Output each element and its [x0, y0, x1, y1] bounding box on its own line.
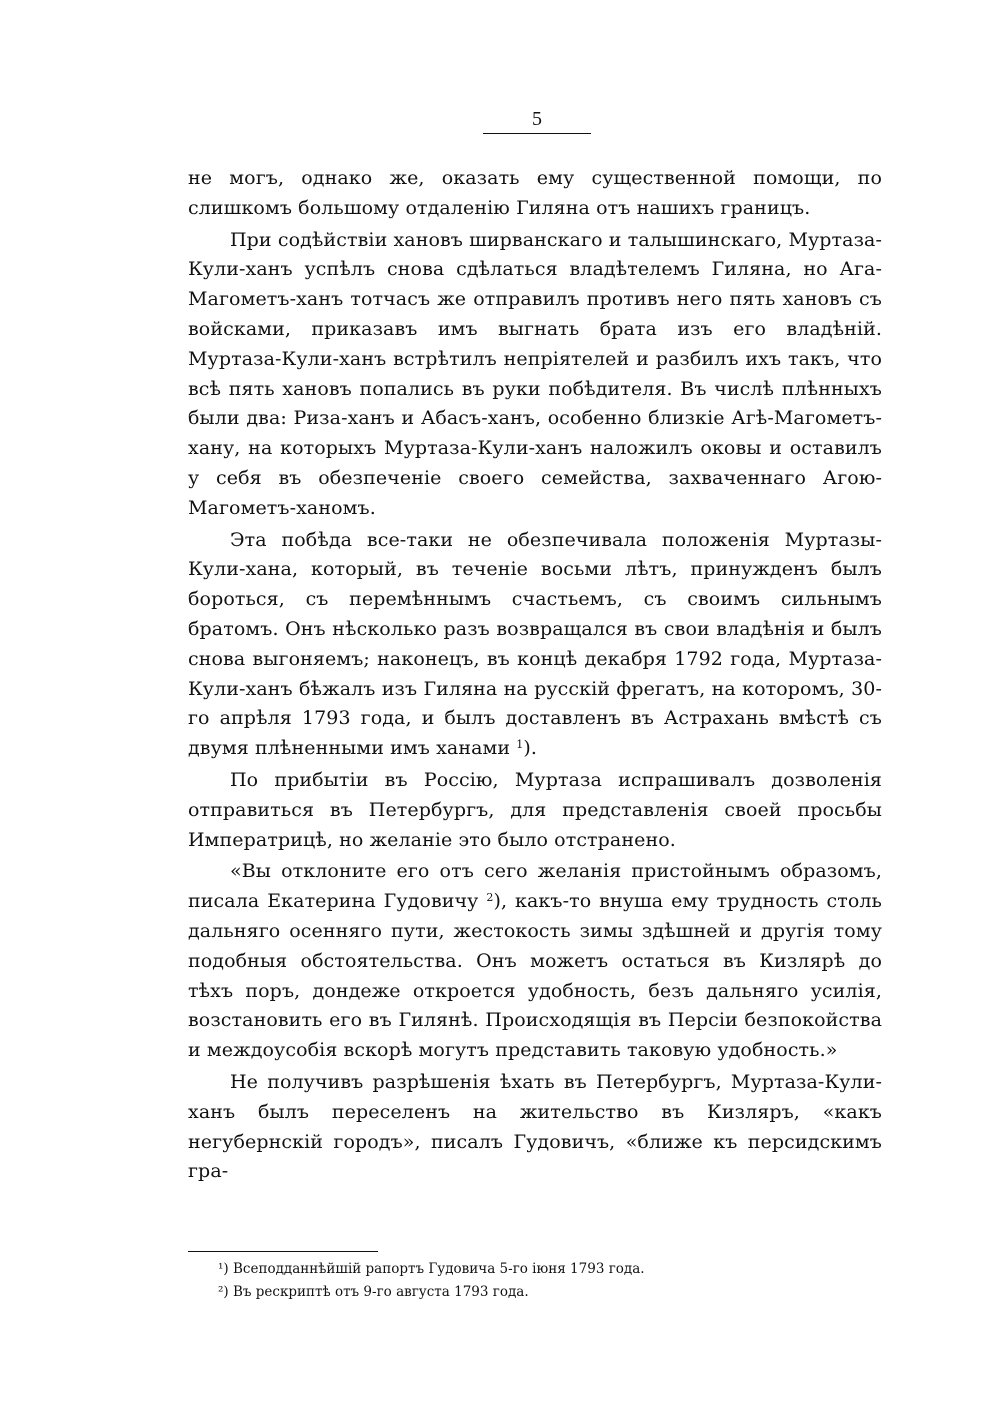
paragraph-4-text: По прибытіи въ Россію, Муртаза испрашивалъ дозволенія отправиться въ Петербургъ, для представленія своей просьбы Императрицѣ, но желаніе это было отстранено.	[188, 768, 882, 851]
footnote-2-text: Въ рескриптѣ отъ 9-го августа 1793 года.	[232, 1284, 529, 1300]
footnote-1-text: Всеподданнѣйшій рапортъ Гудовича 5-го іюня 1793 года.	[232, 1261, 645, 1277]
paragraph-2	[188, 226, 882, 524]
footnote-1-mark: ¹)	[218, 1261, 229, 1277]
paragraph-2-text: При содѣйствіи хановъ ширванскаго и талышинскаго, Муртаза-Кули-ханъ успѣлъ снова сдѣлаться владѣтелемъ Гиляна, но Ага-Магометъ-ханъ тотчасъ же отправилъ противъ него пять хановъ съ войсками, приказавъ имъ выгнать брата изъ его владѣній. Муртаза-Кули-ханъ встрѣтилъ непріятелей и разбилъ ихъ такъ, что всѣ пять хановъ попались въ руки побѣдителя. Въ числѣ плѣнныхъ были два: Риза-ханъ и Абасъ-ханъ, особенно близкіе Агѣ-Магометъ-хану, на которыхъ Муртаза-Кули-ханъ наложилъ оковы и оставилъ у себя въ обезпеченіе своего семейства, захваченнаго Агою-Магометъ-ханомъ.	[188, 228, 882, 519]
paragraph-5-text-after: ), какъ-то внуша ему трудность столь дальняго осенняго пути, жестокость зимы здѣшней и другія тому подобныя обстоятельства. Онъ можетъ остаться въ Кизлярѣ до тѣхъ поръ, дондеже откроется удобность, безъ дальняго усилія, возстановить его въ Гилянѣ. Происходящія въ Персіи безпокойства и междоусобія вскорѣ могутъ представить таковую удобность.»	[188, 890, 882, 1062]
page-number: 5	[532, 108, 542, 130]
footnote-2-mark: ²)	[218, 1284, 229, 1300]
footnote-rule	[188, 1251, 378, 1252]
paragraph-3-tail: ).	[523, 737, 538, 760]
header-rule	[483, 133, 591, 134]
paragraph-3	[188, 526, 882, 764]
paragraph-4	[188, 766, 882, 855]
paragraph-1-text: не могъ, однако же, оказать ему существенной помощи, по слишкомъ большому отдаленію Гиляна отъ нашихъ границъ.	[188, 167, 882, 219]
footnote-ref-2: 2	[486, 891, 494, 905]
footnote-ref-1: 1	[516, 738, 524, 752]
paragraph-1	[188, 164, 882, 224]
footnotes	[218, 1258, 818, 1304]
paragraph-6-text: Не получивъ разрѣшенія ѣхать въ Петербургъ, Муртаза-Кули-ханъ былъ переселенъ на жительство въ Кизляръ, «какъ негубернскій городъ», писалъ Гудовичъ, «ближе къ персидскимъ гра-	[188, 1070, 882, 1183]
footnote-2	[218, 1281, 818, 1304]
paragraph-5	[188, 857, 882, 1066]
paragraph-6	[188, 1068, 882, 1187]
paragraph-5-text-before: «Вы отклоните его отъ сего желанія пристойнымъ образомъ, писала Екатерина Гудовичу	[188, 860, 882, 913]
page-header	[483, 108, 591, 130]
paragraph-3-text: Эта побѣда все-таки не обезпечивала положенія Муртазы-Кули-хана, который, въ теченіе восьми лѣтъ, принужденъ былъ бороться, съ перемѣннымъ счастьемъ, съ своимъ сильнымъ братомъ. Онъ нѣсколько разъ возвращался въ свои владѣнія и былъ снова выгоняемъ; наконецъ, въ концѣ декабря 1792 года, Муртаза-Кули-ханъ бѣжалъ изъ Гиляна на русскій фрегатъ, на которомъ, 30-го апрѣля 1793 года, и былъ доставленъ въ Астрахань вмѣстѣ съ двумя плѣненными имъ ханами	[188, 528, 882, 760]
body-text	[188, 164, 882, 1189]
footnote-1	[218, 1258, 818, 1281]
